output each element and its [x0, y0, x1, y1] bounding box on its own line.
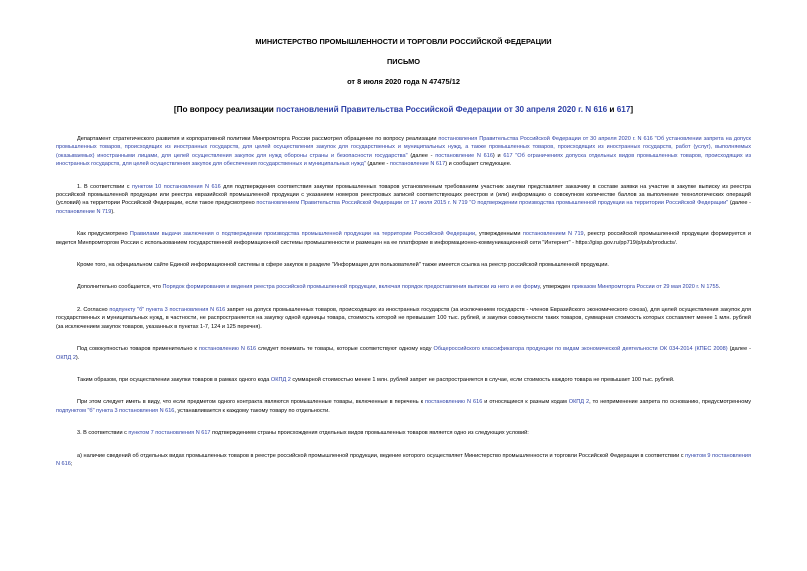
document-link[interactable]: постановлению N 616 — [425, 399, 483, 406]
document-link[interactable]: постановлению N 616 — [198, 346, 257, 353]
document-link[interactable]: постановление N 616 — [435, 152, 493, 159]
paragraph-text: , реестр российской промышленной продукции формируется и ведется Минпромторгом России с использованием государственной информационной системы промышленности и размещен на ее платформе в информационно-коммуникационной сети "Интернет" - https://gisp.gov.ru/pp719/p/pub/products/. — [56, 231, 751, 246]
document-link[interactable]: пунктом 7 постановления N 617 — [128, 430, 211, 437]
paragraph — [56, 261, 751, 269]
document-link[interactable]: Правилами выдачи заключения о подтверждении производства промышленной продукции на территории Российской Федерации — [129, 231, 476, 238]
paragraph-text: , то неприменение запрета по основанию, предусмотренному — [589, 399, 751, 406]
document-subject — [56, 105, 751, 115]
paragraph-text: а) наличие сведений об отдельных видах промышленных товаров в реестре российской промышленной продукции, ведение которого осуществляет Министерство промышленности и торговли Российской Федерации в соответствии с — [77, 452, 686, 459]
document-body — [56, 135, 751, 468]
paragraph-text: ) и — [492, 152, 504, 159]
paragraph-text: Департамент стратегического развития и корпоративной политики Минпромторга России рассмотрел обращение по вопросу реализации — [77, 136, 439, 142]
document-link[interactable]: постановление N 719 — [56, 208, 112, 215]
document-link[interactable]: 617 "Об ограничениях допуска отдельных видов промышленных товаров, происходящих из иностранных государств, для целей осуществления закупок для обеспечения государственных и муниципальных нужд" — [56, 152, 752, 168]
paragraph-text: , утвержден — [539, 284, 572, 291]
document-link[interactable]: ОКПД 2 — [270, 376, 291, 383]
paragraph-text: суммарной стоимостью менее 1 млн. рублей запрет не распространяется в случае, если стоимость каждого товара не превышает 100 тыс. рублей. — [290, 376, 675, 383]
paragraph-text: (далее - — [727, 346, 752, 353]
paragraph-text: ). — [111, 208, 115, 215]
paragraph-text: 1. В соответствии с — [77, 183, 132, 190]
paragraph-text: для подтверждения соответствия закупки промышленных товаров установленным требованиям участник закупки представляет заказчику в составе заявки на участие в закупке выписку из реестра российской промышленной продукции или реестра евразийской промышленной продукции с указанием номеров реестровых записей соответствующих реестров и (или) информацию о совокупном количестве баллов за выполнение технологических операций (условий) на территории Российской Федерации, если такое предусмотрено — [56, 183, 751, 207]
paragraph-text: следует понимать те товары, которые соответствуют одному коду — [256, 346, 434, 353]
document-link[interactable]: ОКПД 2 — [56, 354, 76, 361]
paragraph-text: ) и сообщает следующее. — [445, 161, 512, 168]
paragraph-text: ; — [70, 460, 73, 467]
paragraph — [56, 230, 751, 247]
paragraph-text: 3. В соответствии с — [77, 430, 129, 437]
paragraph-text: ). — [75, 354, 80, 361]
paragraph — [56, 135, 751, 169]
paragraph-text: запрет на допуск промышленных товаров, происходящих из иностранных государств (за исключением государств - членов Евразийского экономического союза), для целей осуществления закупок для государственных и муниципальных нужд, в частности, не распространяется на закупку одной единицы товара, стоимость которой не превышает 100 тыс. рублей, и закупки совокупности таких товаров, суммарная стоимость которых составляет менее 1 млн. рублей (за исключением закупок товаров, указанных в пунктах 1-7, 124 и 125 перечня). — [56, 306, 751, 330]
document-link[interactable]: ОКПД 2 — [568, 399, 590, 406]
paragraph — [56, 429, 751, 437]
document-link[interactable]: Общероссийского классификатора продукции по видам экономической деятельности ОК 034-2014 (КПЕС 2008) — [433, 346, 728, 353]
subject-segment: [По вопросу реализации — [173, 105, 277, 114]
document-link[interactable]: постановлением Правительства Российской Федерации от 17 июля 2015 г. N 719 "О подтверждении производства промышленной продукции на территории Российской Федерации" — [256, 200, 729, 207]
paragraph — [56, 283, 751, 291]
document-type: ПИСЬМО — [387, 57, 420, 66]
paragraph-text: При этом следует иметь в виду, что если предметом одного контракта являются промышленные товары, включенные в перечень к — [77, 399, 426, 406]
document-link[interactable]: подпункту "б" пункта 3 постановления N 616 — [109, 306, 226, 313]
subject-link[interactable]: постановлений Правительства Российской Федерации от 30 апреля 2020 г. N 616 — [276, 105, 608, 114]
paragraph — [56, 306, 751, 331]
document-link[interactable]: пунктом 10 постановления N 616 — [131, 183, 221, 190]
document-link[interactable]: приказом Минпромторга России от 29 мая 2020 г. N 1755 — [571, 284, 719, 291]
document-link[interactable]: Порядок формирования и ведения реестра российской промышленной продукции, включая порядок предоставления выписки из него и ее форму — [162, 284, 540, 291]
paragraph — [56, 452, 751, 469]
document-link[interactable]: постановления Правительства Российской Федерации от 30 апреля 2020 г. N 616 "Об установлении запрета на допуск промышленных товаров, происходящих из иностранных государств, для целей осуществления закупок для государственных и муниципальных нужд, а также промышленных товаров, происходящих из иностранных государств, работ (услуг), выполняемых (оказываемых) иностранными лицами, для целей осуществления закупок для нужд обороны страны и безопасности государства" — [56, 136, 751, 159]
paragraph — [56, 398, 751, 415]
paragraph — [56, 183, 751, 217]
paragraph-text: и относящиеся к разным кодам — [482, 399, 569, 406]
document-date-number: от 8 июля 2020 года N 47475/12 — [347, 77, 460, 86]
subject-segment: и — [607, 105, 617, 114]
subject-segment: ] — [630, 105, 634, 114]
paragraph-text: , утвержденными — [475, 231, 523, 238]
paragraph-text: 2. Согласно — [77, 306, 110, 313]
paragraph — [56, 376, 751, 384]
document-link[interactable]: подпунктом "б" пункта 3 постановления N 616 — [56, 407, 175, 414]
paragraph-text: Под совокупностью товаров применительно к — [77, 346, 199, 353]
paragraph-text: (далее - — [407, 152, 436, 159]
paragraph-text: Таким образом, при осуществлении закупки товаров в рамках одного кода — [77, 376, 271, 383]
paragraph-text: (далее - — [365, 161, 390, 168]
paragraph-text: Как предусмотрено — [77, 231, 130, 238]
document-link[interactable]: постановление N 617 — [389, 161, 446, 168]
paragraph-text: Дополнительно сообщается, что — [77, 284, 163, 291]
paragraph-text: подтверждением страны происхождения отдельных видов промышленных товаров является одно из следующих условий: — [210, 430, 529, 437]
subject-link[interactable]: 617 — [616, 105, 631, 114]
document-link[interactable]: пунктом 9 постановления N 616 — [56, 452, 751, 467]
paragraph-text: , устанавливается к каждому такому товару по отдельности. — [174, 407, 330, 414]
ministry-title: МИНИСТЕРСТВО ПРОМЫШЛЕННОСТИ И ТОРГОВЛИ РОССИЙСКОЙ ФЕДЕРАЦИИ — [255, 37, 552, 46]
paragraph — [56, 345, 751, 362]
paragraph-text: . — [718, 284, 721, 291]
document-link[interactable]: постановлением N 719 — [522, 231, 584, 238]
paragraph-text: (далее - — [728, 200, 751, 207]
paragraph-text: Кроме того, на официальном сайте Единой информационной системы в сфере закупок в разделе "Информация для пользователей" также имеется ссылка на реестр российской промышленной продукции. — [77, 262, 609, 269]
